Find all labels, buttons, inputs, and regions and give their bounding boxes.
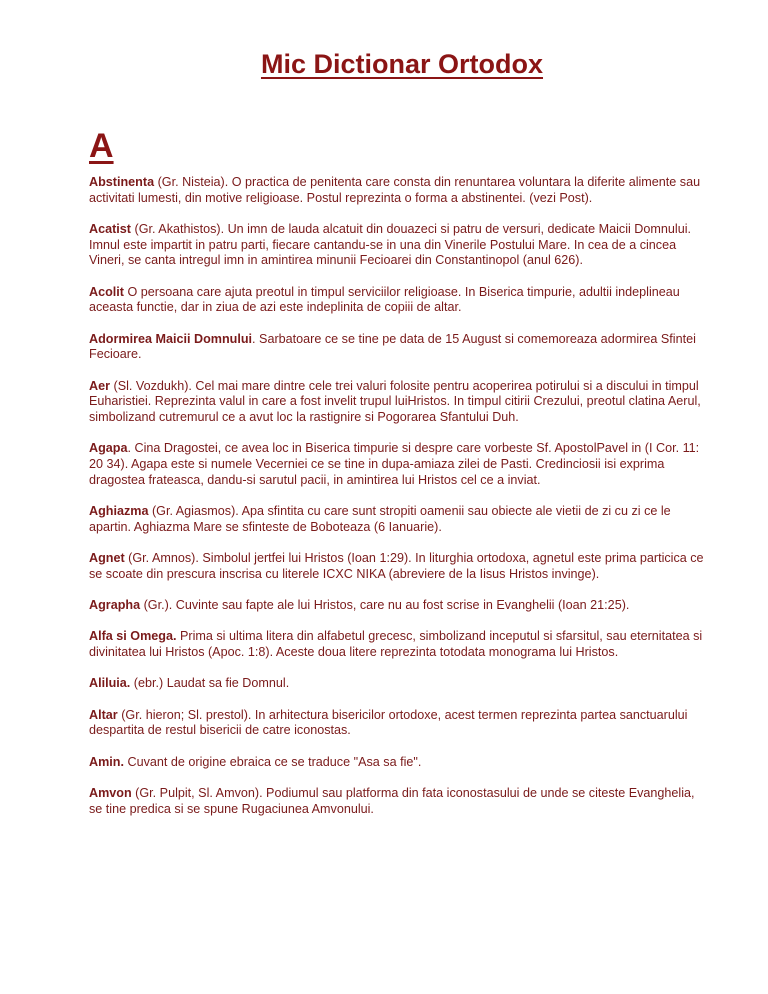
section-letter-heading: A bbox=[89, 127, 114, 165]
entry-term: Acolit bbox=[89, 284, 124, 299]
dictionary-entry bbox=[89, 629, 708, 660]
dictionary-entry bbox=[89, 755, 708, 771]
dictionary-entry bbox=[89, 551, 708, 582]
entry-term: Aghiazma bbox=[89, 504, 149, 519]
entry-definition: (Gr. Agiasmos). Apa sfintita cu care sunt stropiti oamenii sau obiecte ale vietii de zi cu zi ce le apartin. Aghiazma Mare se sfinteste de Boboteaza (6 Ianuarie). bbox=[89, 504, 671, 534]
entry-definition: (ebr.) Laudat sa fie Domnul. bbox=[130, 676, 290, 691]
dictionary-entry bbox=[89, 285, 708, 316]
dictionary-entry bbox=[89, 504, 708, 535]
entry-definition: (Gr.). Cuvinte sau fapte ale lui Hristos, care nu au fost scrise in Evanghelii (Ioan 21:25). bbox=[140, 598, 630, 613]
entry-term: Adormirea Maicii Domnului bbox=[89, 331, 253, 346]
dictionary-entry bbox=[89, 598, 708, 614]
entry-definition: . Sarbatoare ce se tine pe data de 15 August si comemoreaza adormirea Sfintei Fecioare. bbox=[89, 331, 696, 362]
entry-term: Altar bbox=[89, 707, 118, 722]
entry-definition: O persoana care ajuta preotul in timpul serviciilor religioase. In Biserica timpurie, adultii indeplineau aceasta functie, dar in ziua de azi este indeplinita de copiii de altar. bbox=[89, 284, 680, 315]
entry-definition: (Gr. hieron; Sl. prestol). In arhitectura bisericilor ortodoxe, acest termen reprezinta partea sanctuarului despartita de restul bisericii de catre iconostas. bbox=[89, 707, 688, 738]
entry-term: Alfa si Omega. bbox=[89, 629, 177, 644]
dictionary-entry bbox=[89, 441, 708, 488]
entry-definition: (Sl. Vozdukh). Cel mai mare dintre cele trei valuri folosite pentru acoperirea potirului si a discului in timpul Euharistiei. Reprezinta valul in care a fost invelit trupul luiHristos. In timpul citirii Crezului, preotul clatina Aerul, simbolizand cutremurul ce a avut loc la rastignire si Pogorarea Sfantului Duh. bbox=[89, 378, 701, 425]
entry-term: Aliluia. bbox=[89, 676, 131, 691]
entry-definition: (Gr. Akathistos). Un imn de lauda alcatuit din douazeci si patru de versuri, dedicate Maicii Domnului. Imnul este impartit in patru parti, fiecare cantandu-se in una din Vinerile Postului Mare. In cea de a cincea Vineri, se canta intregul imn in amintirea minunii Fecioarei din Constantinopol (anul 626). bbox=[89, 222, 691, 268]
entry-term: Agnet bbox=[89, 551, 125, 566]
dictionary-entry bbox=[89, 332, 708, 363]
entry-term: Aer bbox=[89, 378, 110, 393]
dictionary-entry bbox=[89, 379, 708, 426]
entry-definition: (Gr. Amnos). Simbolul jertfei lui Hristos (Ioan 1:29). In liturghia ortodoxa, agnetul este prima particica ce se scoate din prescura inscrisa cu literele ICXC NIKA (abreviere de la Iisus Hristos invinge). bbox=[89, 551, 704, 581]
entry-term: Acatist bbox=[89, 222, 131, 236]
entry-term: Agapa bbox=[89, 441, 128, 456]
document-title: Mic Dictionar Ortodox bbox=[260, 49, 544, 79]
entry-definition: (Gr. Nisteia). O practica de penitenta care consta din renuntarea voluntara la diferite alimente sau activitati lumesti, din motive religioase. Postul reprezinta o forma a abstinentei. (vezi Post). bbox=[89, 175, 701, 205]
entry-term: Amin. bbox=[89, 754, 124, 769]
dictionary-entry bbox=[89, 708, 708, 739]
entry-definition: . Cina Dragostei, ce avea loc in Biserica timpurie si despre care vorbeste Sf. ApostolPavel in (I Cor. 11: 20 34). Agapa este si numele Vecerniei ce se tine in dupa-amiaza zilei de Pasti. Credinciosii isi exprima dragostea frateasca, dandu-si sarutul pacii, in amintirea lui Hristos cel ce a inviat. bbox=[89, 441, 700, 487]
dictionary-entry bbox=[89, 175, 708, 206]
entry-definition: (Gr. Pulpit, Sl. Amvon). Podiumul sau platforma din fata iconostasului de unde se citeste Evanghelia, se tine predica si se spune Rugaciunea Amvonului. bbox=[89, 786, 695, 816]
dictionary-entry bbox=[89, 786, 708, 817]
entry-term: Abstinenta bbox=[89, 175, 155, 189]
entry-definition: Cuvant de origine ebraica ce se traduce "Asa sa fie". bbox=[123, 754, 422, 769]
dictionary-entry bbox=[89, 676, 708, 692]
entry-term: Agrapha bbox=[89, 598, 141, 613]
dictionary-entries bbox=[89, 175, 708, 817]
dictionary-entry bbox=[89, 222, 708, 269]
entry-definition: Prima si ultima litera din alfabetul grecesc, simbolizand inceputul si sfarsitul, sau eternitatea si divinitatea lui Hristos (Apoc. 1:8). Aceste doua litere reprezinta totodata monograma lui Hristos. bbox=[89, 629, 703, 660]
entry-term: Amvon bbox=[89, 786, 132, 800]
